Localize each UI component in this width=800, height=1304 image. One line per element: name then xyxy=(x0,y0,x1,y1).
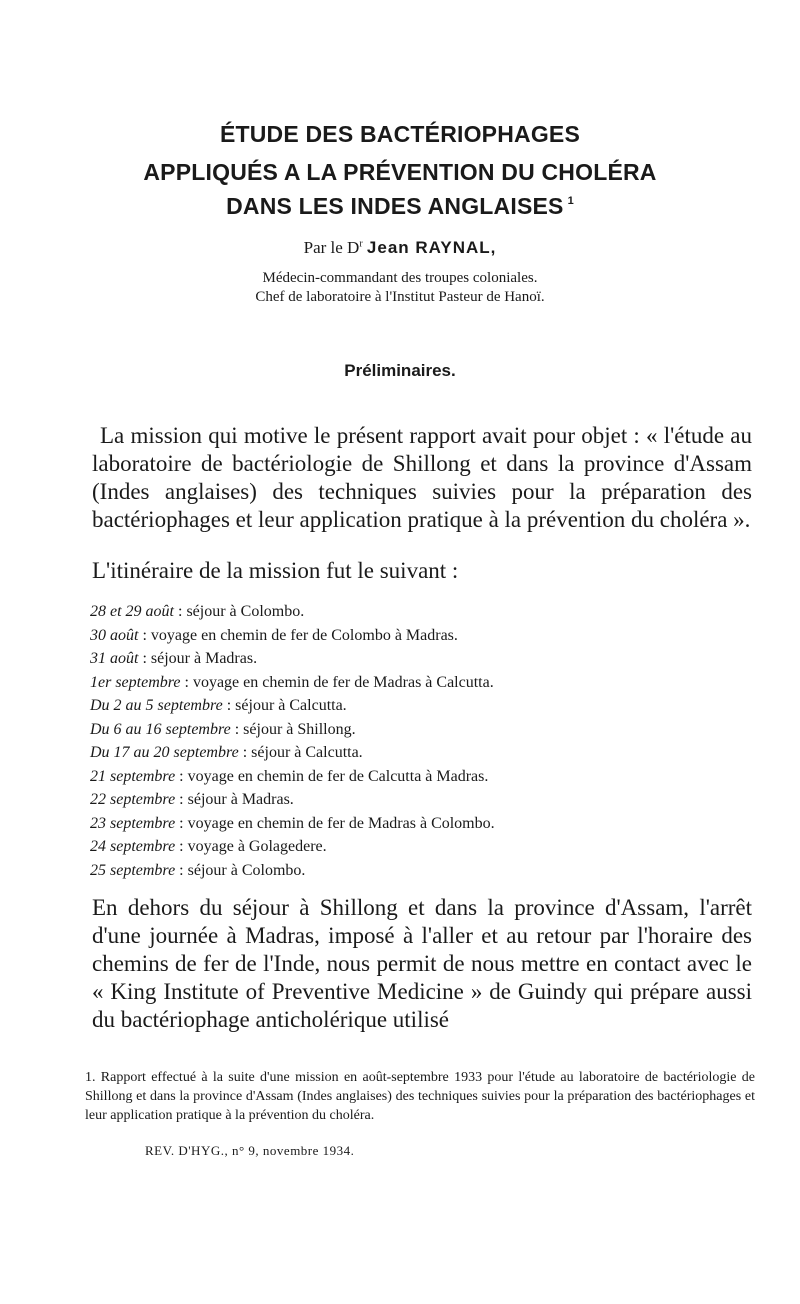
itinerary-text: : séjour à Madras. xyxy=(175,791,294,808)
section-heading: Préliminaires. xyxy=(344,361,456,380)
itinerary-item xyxy=(90,788,690,812)
itinerary-text: : séjour à Shillong. xyxy=(230,720,356,738)
itinerary-list xyxy=(90,600,690,882)
journal-reference: REV. D'HYG., n° 9, novembre 1934. xyxy=(145,1143,355,1158)
paragraph-1: La mission qui motive le présent rapport avait pour objet : « l'étude au laboratoire de bactériologie de Shillong et dans la province d'Assam (Indes anglaises) des techniques suivies pour la préparation des bactériophages et leur application pratique à la prévention du choléra ». xyxy=(92,423,752,532)
itinerary-text: : séjour à Calcutta. xyxy=(238,744,363,761)
title-footnote-mark: 1 xyxy=(567,195,574,207)
itinerary-text: : voyage en chemin de fer de Colombo à Madras. xyxy=(138,626,458,644)
itinerary-item xyxy=(90,859,690,883)
itinerary-date: Du 2 au 5 septembre xyxy=(90,697,223,714)
itinerary-date: 1er septembre xyxy=(90,673,181,691)
itinerary-date: 30 août xyxy=(90,626,139,644)
itinerary-item xyxy=(90,694,690,718)
itinerary-item xyxy=(90,741,690,765)
itinerary-text: : séjour à Colombo. xyxy=(174,603,305,620)
itinerary-item xyxy=(90,718,690,742)
affiliation-2: Chef de laboratoire à l'Institut Pasteur de Hanoï. xyxy=(255,289,545,305)
itinerary-text: : séjour à Colombo. xyxy=(175,861,306,879)
byline-prefix: Par le D xyxy=(303,238,360,257)
itinerary-date: 23 septembre xyxy=(90,814,176,832)
itinerary-text: : séjour à Madras. xyxy=(138,650,258,667)
itinerary-item xyxy=(90,765,690,789)
itinerary-item xyxy=(90,812,690,836)
itinerary-date: 28 et 29 août xyxy=(90,603,174,620)
affiliation-1: Médecin-commandant des troupes coloniales. xyxy=(262,270,538,286)
footnote: 1. Rapport effectué à la suite d'une mission en août-septembre 1933 pour l'étude au laboratoire de bactériologie de Shillong et dans la province d'Assam (Indes anglaises) des techniques suivies pour la préparation des bactériophages et leur application pratique à la prévention du choléra. xyxy=(85,1070,755,1123)
itinerary-item xyxy=(90,624,690,648)
itinerary-item xyxy=(90,647,690,671)
itinerary-item xyxy=(90,671,690,695)
itinerary-text: : voyage en chemin de fer de Madras à Calcutta. xyxy=(180,673,494,691)
paragraph-3: En dehors du séjour à Shillong et dans la province d'Assam, l'arrêt d'une journée à Madras, imposé à l'aller et au retour par l'horaire des chemins de fer de l'Inde, nous permit de nous mettre en contact avec le « King Institute of Preventive Medicine » de Guindy qui prépare aussi du bactériophage anticholérique utilisé xyxy=(92,895,752,1032)
itinerary-date: 31 août xyxy=(90,650,139,667)
title-line-3-text: DANS LES INDES ANGLAISES xyxy=(226,193,564,219)
itinerary-date: 21 septembre xyxy=(90,767,176,785)
byline xyxy=(0,238,800,258)
itinerary-item xyxy=(90,835,690,859)
itinerary-item xyxy=(90,600,690,624)
itinerary-date: 25 septembre xyxy=(90,861,176,879)
itinerary-text: : séjour à Calcutta. xyxy=(222,697,347,714)
itinerary-date: 24 septembre xyxy=(90,838,176,855)
itinerary-text: : voyage en chemin de fer de Madras à Colombo. xyxy=(175,814,495,832)
title-line-2: APPLIQUÉS A LA PRÉVENTION DU CHOLÉRA xyxy=(143,159,657,185)
title-line-3 xyxy=(0,193,800,220)
author-name: Jean RAYNAL, xyxy=(366,238,497,257)
itinerary-text: : voyage en chemin de fer de Calcutta à Madras. xyxy=(175,767,489,785)
itinerary-date: 22 septembre xyxy=(90,791,176,808)
itinerary-date: Du 6 au 16 septembre xyxy=(90,720,231,738)
title-line-1: ÉTUDE DES BACTÉRIOPHAGES xyxy=(219,121,581,147)
itinerary-text: : voyage à Golagedere. xyxy=(175,838,327,855)
paragraph-2: L'itinéraire de la mission fut le suivant : xyxy=(92,558,459,583)
itinerary-date: Du 17 au 20 septembre xyxy=(90,744,239,761)
byline-sup: r xyxy=(359,238,363,250)
